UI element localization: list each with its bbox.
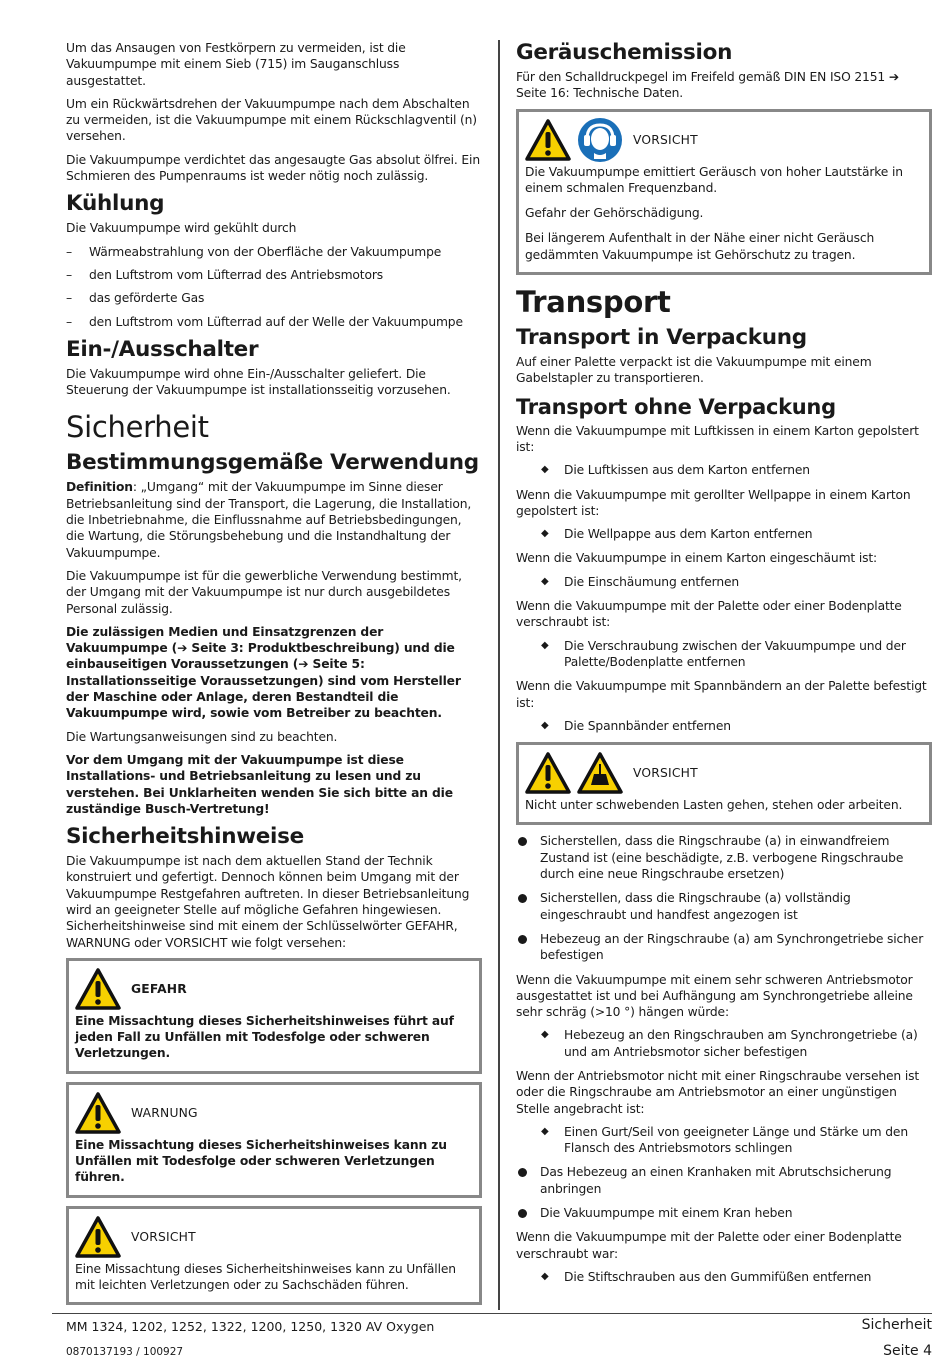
paragraph: Wenn die Vakuumpumpe mit gerollter Wellpappe in einem Karton gepolstert ist: — [516, 487, 911, 518]
signal-word: VORSICHT — [633, 766, 698, 781]
definition-label: Definition — [66, 480, 133, 495]
heading-verwendung: Bestimmungsgemäße Verwendung — [66, 450, 479, 476]
paragraph: Die Vakuumpumpe ist für die gewerbliche Verwendung bestimmt, der Umgang mit der Vakuumpumpe ist nur durch ausgebildetes Personal zulässig. — [66, 568, 462, 616]
signal-word: WARNUNG — [131, 1105, 198, 1120]
list-item: – das geförderte Gas — [66, 290, 482, 306]
notice-lasten — [516, 742, 932, 825]
paragraph: Wenn die Vakuumpumpe mit Spannbändern an der Palette befestigt ist: — [516, 679, 927, 710]
step-item: ◆ Hebezeug an den Ringschrauben am Synchrongetriebe (a) und am Antriebsmotor sicher befestigen — [516, 1027, 932, 1060]
paragraph: Wenn die Vakuumpumpe mit der Palette oder einer Bodenplatte verschraubt ist: — [516, 599, 902, 630]
bullet-item: Hebezeug an der Ringschraube (a) am Synchrongetriebe sicher befestigen — [516, 931, 932, 964]
paragraph: Wenn die Vakuumpumpe mit der Palette oder einer Bodenplatte verschraubt war: — [516, 1230, 902, 1261]
warning-triangle-icon — [525, 119, 571, 161]
notice-text: Eine Missachtung dieses Sicherheitshinweises kann zu Unfällen mit leichten Verletzungen oder zu Sachschäden führen. — [75, 1261, 456, 1292]
paragraph: Die Vakuumpumpe ist nach dem aktuellen Stand der Technik konstruiert und gefertigt. Dennoch können beim Umgang mit der Vakuumpumpe Restgefahren auftreten. In dieser Betriebsanleitung wird an geeigneter Stelle auf mögliche Gefahren hingewiesen. Sicherheitshinweise sind mit einem der Schlüsselwörter GEFAHR, WARNUNG oder VORSICHT wie folgt versehen: — [66, 854, 470, 950]
paragraph-definition — [66, 479, 482, 560]
heading-geraeusch: Geräuschemission — [516, 40, 733, 65]
paragraph: Für den Schalldruckpegel im Freifeld gemäß DIN EN ISO 2151 ➔ Seite 16: Technische Daten. — [516, 70, 899, 101]
heading-transport: Transport — [516, 285, 671, 320]
paragraph: Die zulässigen Medien und Einsatzgrenzen der Vakuumpumpe (➔ Seite 3: Produktbeschreibung) und die einbauseitigen Voraussetzungen (➔ Seite 5: Installationsseitige Voraussetzungen) sind vom Hersteller der Maschine oder Anlage, deren Bestandteil die Vakuumpumpe wird, sowie vom Betreiber zu beachten. — [66, 624, 461, 721]
heading-hinweise: Sicherheitshinweise — [66, 824, 304, 850]
right-column — [516, 40, 932, 1293]
heading-schalter: Ein-/Ausschalter — [66, 336, 259, 362]
bullet-item: Die Vakuumpumpe mit einem Kran heben — [516, 1205, 932, 1221]
paragraph: Wenn die Vakuumpumpe mit Luftkissen in einem Karton gepolstert ist: — [516, 423, 919, 454]
notice-vorsicht — [66, 1206, 482, 1306]
bullet-item: Das Hebezeug an einen Kranhaken mit Abrutschsicherung anbringen — [516, 1164, 932, 1197]
notice-text: Eine Missachtung dieses Sicherheitshinweises führt auf jeden Fall zu Unfällen mit Todesfolge oder schweren Verletzungen. — [75, 1013, 454, 1061]
step-item: ◆ Die Spannbänder entfernen — [516, 718, 932, 734]
footer-section: Sicherheit — [861, 1317, 932, 1333]
footer-page: Seite 4 — [883, 1343, 932, 1359]
column-divider — [498, 40, 500, 1310]
paragraph: Um ein Rückwärtsdrehen der Vakuumpumpe nach dem Abschalten zu vermeiden, ist die Vakuumpumpe mit einem Rückschlagventil (n) versehen. — [66, 96, 477, 144]
notice-gefahr — [66, 958, 482, 1074]
footer-docnum: 0870137193 / 100927 — [66, 1346, 184, 1358]
paragraph: Wenn die Vakuumpumpe in einem Karton eingeschäumt ist: — [516, 551, 878, 566]
definition-text: : „Umgang“ mit der Vakuumpumpe im Sinne dieser Betriebsanleitung sind der Transport, die Lagerung, die Installation, die Inbetriebnahme, die Einflussnahme auf Betriebsbedingungen, die Wartung, die Störungsbehebung und die Instandhaltung der Vakuumpumpe. — [66, 480, 472, 560]
step-item: ◆ Einen Gurt/Seil von geeigneter Länge und Stärke um den Flansch des Antriebsmotors schlingen — [516, 1124, 932, 1157]
heading-verpackung: Transport in Verpackung — [516, 325, 807, 351]
warning-triangle-icon — [75, 968, 121, 1010]
paragraph: Die Vakuumpumpe wird gekühlt durch — [66, 221, 297, 236]
paragraph: Die Wartungsanweisungen sind zu beachten. — [66, 729, 338, 744]
paragraph: Wenn die Vakuumpumpe mit einem sehr schweren Antriebsmotor ausgestattet ist und bei Aufhängung am Synchrongetriebe alleine sehr schräg (>10 °) hängen würde: — [516, 972, 913, 1020]
list-item: – den Luftstrom vom Lüfterrad auf der Welle der Vakuumpumpe — [66, 314, 482, 330]
warning-triangle-icon — [75, 1092, 121, 1134]
notice-laerm — [516, 109, 932, 275]
paragraph: Die Vakuumpumpe verdichtet das angesaugte Gas absolut ölfrei. Ein Schmieren des Pumpenraums ist weder nötig noch zulässig. — [66, 152, 480, 184]
heading-kuehlung: Kühlung — [66, 191, 165, 217]
ear-protection-icon — [577, 117, 623, 163]
notice-text: Eine Missachtung dieses Sicherheitshinweises kann zu Unfällen mit Todesfolge oder schweren Verletzungen führen. — [75, 1137, 447, 1185]
paragraph: Vor dem Umgang mit der Vakuumpumpe ist diese Installations- und Betriebsanleitung zu lesen und zu verstehen. Bei Unklarheiten wenden Sie sich bitte an die zuständige Busch-Vertretung! — [66, 752, 453, 816]
step-item: ◆ Die Stiftschrauben aus den Gummifüßen entfernen — [516, 1269, 932, 1285]
paragraph: Auf einer Palette verpackt ist die Vakuumpumpe mit einem Gabelstapler zu transportieren. — [516, 355, 872, 386]
warning-triangle-icon — [525, 752, 571, 794]
paragraph: Um das Ansaugen von Festkörpern zu vermeiden, ist die Vakuumpumpe mit einem Sieb (715) im Sauganschluss ausgestattet. — [66, 41, 406, 88]
paragraph: Wenn der Antriebsmotor nicht mit einer Ringschraube versehen ist oder die Ringschraube am Antriebsmotor an einer ungünstigen Stelle angebracht ist: — [516, 1068, 920, 1116]
list-item: – Wärmeabstrahlung von der Oberfläche der Vakuumpumpe — [66, 244, 482, 260]
footer-models: MM 1324, 1202, 1252, 1322, 1200, 1250, 1320 AV Oxygen — [66, 1319, 435, 1334]
heading-ohne-verpackung: Transport ohne Verpackung — [516, 394, 836, 419]
signal-word: VORSICHT — [131, 1229, 196, 1244]
step-item: ◆ Die Luftkissen aus dem Karton entfernen — [516, 462, 932, 478]
paragraph: Die Vakuumpumpe wird ohne Ein-/Ausschalter geliefert. Die Steuerung der Vakuumpumpe ist installationsseitig vorzusehen. — [66, 366, 451, 398]
warning-triangle-icon — [75, 1216, 121, 1258]
notice-text: Gefahr der Gehörschädigung. — [525, 206, 704, 221]
notice-text: Die Vakuumpumpe emittiert Geräusch von hoher Lautstärke in einem schmalen Frequenzband. — [525, 164, 903, 195]
list-item: – den Luftstrom vom Lüfterrad des Antriebsmotors — [66, 267, 482, 283]
notice-text: Nicht unter schwebenden Lasten gehen, stehen oder arbeiten. — [525, 798, 903, 813]
left-column — [66, 40, 482, 1313]
signal-word: GEFAHR — [131, 981, 187, 996]
bullet-item: Sicherstellen, dass die Ringschraube (a) in einwandfreiem Zustand ist (eine beschädigte, z.B. verbogene Ringschraube durch eine neue Ringschraube ersetzen) — [516, 833, 932, 882]
footer-rule — [52, 1313, 932, 1314]
notice-text: Bei längerem Aufenthalt in der Nähe einer nicht Geräusch gedämmten Vakuumpumpe ist Gehörschutz zu tragen. — [525, 231, 875, 262]
step-item: ◆ Die Wellpappe aus dem Karton entfernen — [516, 526, 932, 542]
suspended-load-icon — [577, 752, 623, 794]
heading-sicherheit: Sicherheit — [66, 410, 209, 445]
notice-warnung — [66, 1082, 482, 1198]
bullet-item: Sicherstellen, dass die Ringschraube (a) vollständig eingeschraubt und handfest angezogen ist — [516, 890, 932, 923]
step-item: ◆ Die Verschraubung zwischen der Vakuumpumpe und der Palette/Bodenplatte entfernen — [516, 638, 932, 671]
step-item: ◆ Die Einschäumung entfernen — [516, 574, 932, 590]
signal-word: VORSICHT — [633, 132, 698, 147]
